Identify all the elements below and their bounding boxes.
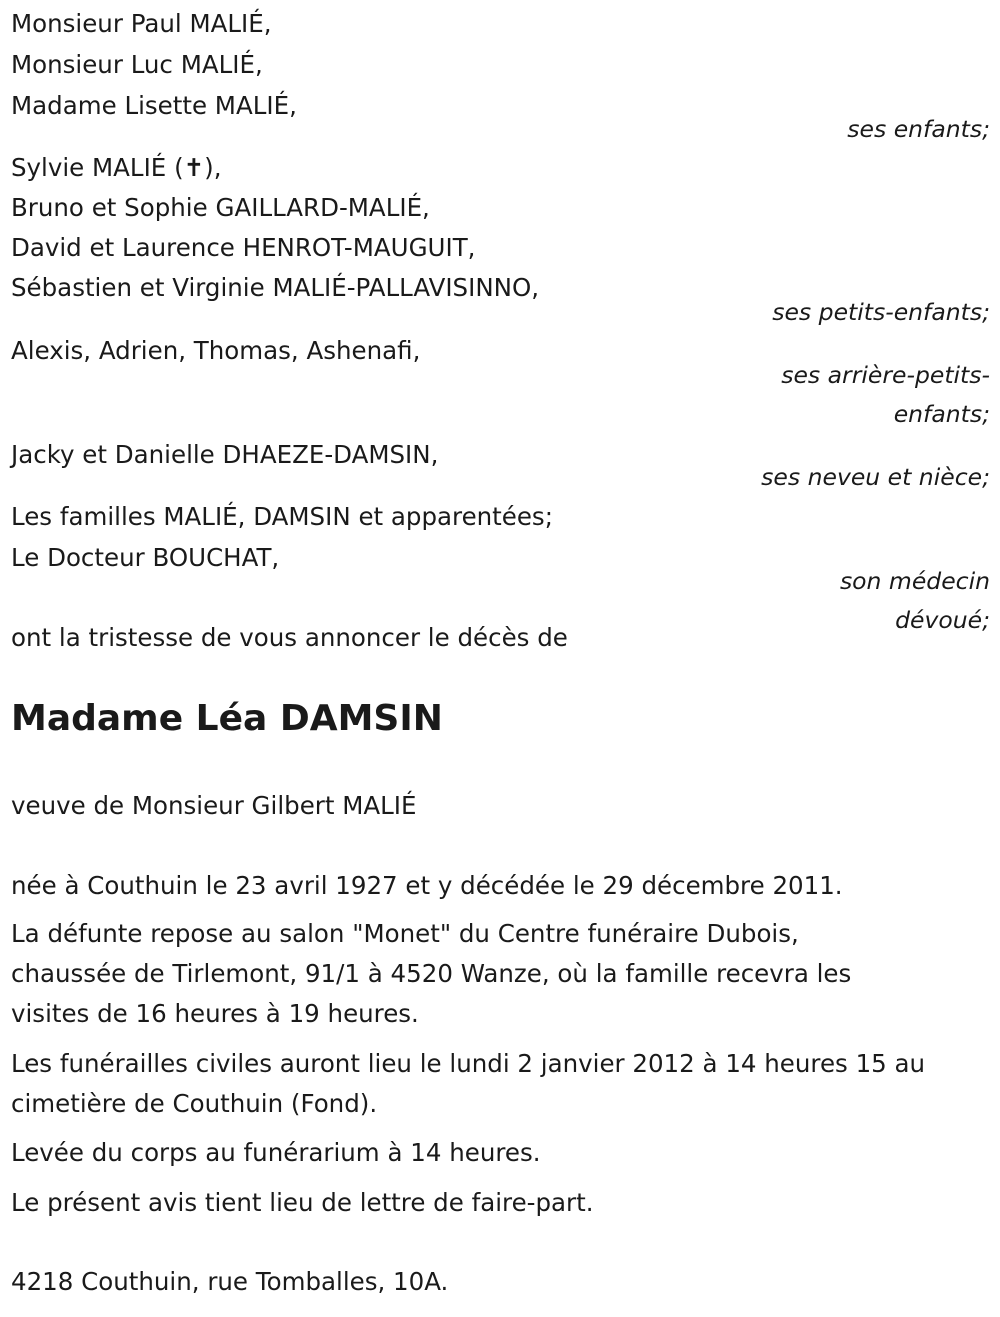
announcement-text: ont la tristesse de vous annoncer le décès de	[11, 623, 568, 652]
repose-line: chaussée de Tirlemont, 91/1 à 4520 Wanze, où la famille recevra les	[11, 959, 852, 988]
levee-line: Levée du corps au funérarium à 14 heures.	[11, 1138, 541, 1167]
relation-label-grandchildren: ses petits-enfants;	[772, 298, 990, 326]
child-name: Monsieur Luc MALIÉ,	[11, 50, 263, 79]
grandchild-name: David et Laurence HENROT-MAUGUIT,	[11, 233, 476, 262]
families-line: Les familles MALIÉ, DAMSIN et apparentées;	[11, 502, 553, 531]
child-name: Madame Lisette MALIÉ,	[11, 91, 297, 120]
relation-label-great-grandchildren: enfants;	[893, 400, 990, 428]
grandchild-name: Bruno et Sophie GAILLARD-MALIÉ,	[11, 193, 430, 222]
relation-label-nephew-niece: ses neveu et nièce;	[761, 463, 990, 491]
repose-line: La défunte repose au salon "Monet" du Centre funéraire Dubois,	[11, 919, 799, 948]
birth-death-line: née à Couthuin le 23 avril 1927 et y décédée le 29 décembre 2011.	[11, 871, 843, 900]
great-grandchildren-names: Alexis, Adrien, Thomas, Ashenafi,	[11, 336, 421, 365]
repose-line: visites de 16 heures à 19 heures.	[11, 999, 419, 1028]
nephew-niece-names: Jacky et Danielle DHAEZE-DAMSIN,	[11, 440, 439, 469]
funeral-line: Les funérailles civiles auront lieu le lundi 2 janvier 2012 à 14 heures 15 au	[11, 1049, 926, 1078]
doctor-line: Le Docteur BOUCHAT,	[11, 543, 280, 572]
widow-of-line: veuve de Monsieur Gilbert MALIÉ	[11, 791, 417, 820]
grandchild-name: Sébastien et Virginie MALIÉ-PALLAVISINNO,	[11, 273, 540, 302]
address-line: 4218 Couthuin, rue Tomballes, 10A.	[11, 1267, 449, 1296]
funeral-line: cimetière de Couthuin (Fond).	[11, 1089, 378, 1118]
child-name: Monsieur Paul MALIÉ,	[11, 9, 272, 38]
relation-label-children: ses enfants;	[847, 115, 990, 143]
grandchild-name: Sylvie MALIÉ (✝),	[11, 153, 222, 182]
relation-label-great-grandchildren: ses arrière-petits-	[781, 361, 990, 389]
notice-line: Le présent avis tient lieu de lettre de faire-part.	[11, 1188, 594, 1217]
deceased-name: Madame Léa DAMSIN	[11, 698, 443, 739]
relation-label-doctor: son médecin	[839, 567, 990, 595]
relation-label-doctor: dévoué;	[895, 606, 990, 634]
